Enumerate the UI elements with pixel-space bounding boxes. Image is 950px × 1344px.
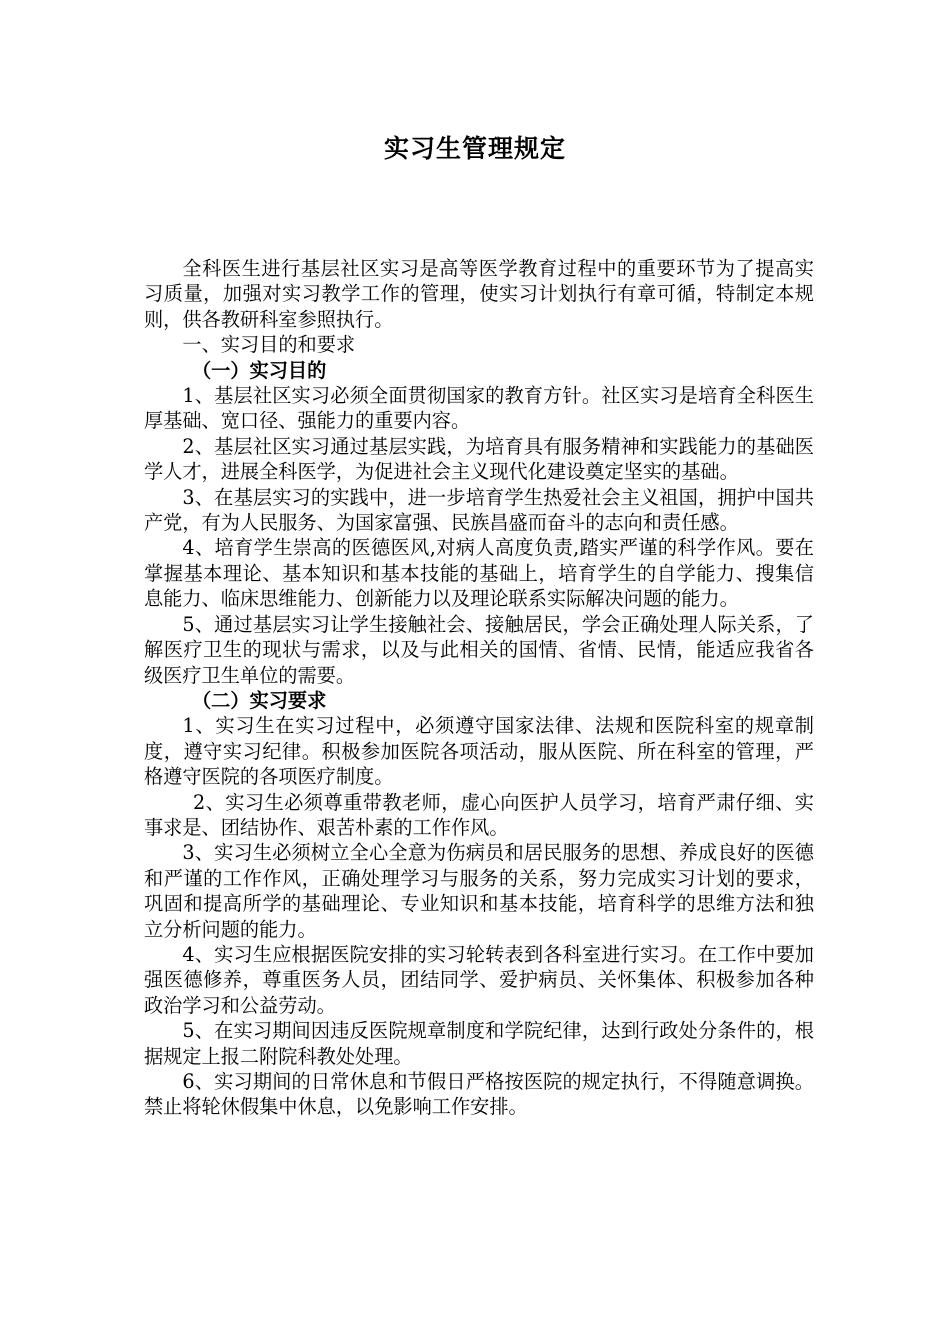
subsection-heading: （二）实习要求 [192, 688, 327, 712]
document-body [144, 256, 814, 1120]
list-item: 6、实习期间的日常休息和节假日严格按医院的规定执行，不得随意调换。禁止将轮休假集中休息，以免影响工作安排。 [144, 1070, 814, 1119]
list-item: 5、通过基层实习让学生接触社会、接触居民，学会正确处理人际关系，了解医疗卫生的现状与需求，以及与此相关的国情、省情、民情，能适应我省各级医疗卫生单位的需要。 [144, 612, 814, 687]
list-item: 2、基层社区实习通过基层实践，为培育具有服务精神和实践能力的基础医学人才，进展全科医学，为促进社会主义现代化建设奠定坚实的基础。 [144, 434, 814, 484]
list-item: 4、实习生应根据医院安排的实习轮转表到各科室进行实习。在工作中要加强医德修养，尊重医务人员，团结同学、爱护病员、关怀集体、积极参加各种政治学习和公益劳动。 [144, 942, 814, 1017]
list-item: 2、实习生必须尊重带教老师，虚心向医护人员学习，培育严肃仔细、实事求是、团结协作、艰苦朴素的工作作风。 [144, 790, 814, 839]
list-item: 1、基层社区实习必须全面贯彻国家的教育方针。社区实习是培育全科医生厚基础、宽口径、强能力的重要内容。 [144, 384, 814, 433]
section-heading: 一、实习目的和要求 [182, 333, 356, 357]
list-item: 3、实习生必须树立全心全意为伤病员和居民服务的思想、养成良好的医德和严谨的工作作风，正确处理学习与服务的关系，努力完成实习计划的要求，巩固和提高所学的基础理论、专业知识和基本技能，培育科学的思维方法和独立分析问题的能力。 [144, 841, 814, 941]
list-item: 1、实习生在实习过程中，必须遵守国家法律、法规和医院科室的规章制度，遵守实习纪律。积极参加医院各项活动，服从医院、所在科室的管理，严格遵守医院的各项医疗制度。 [144, 714, 814, 789]
list-item: 4、培育学生崇高的医德医风,对病人高度负责,踏实严谨的科学作风。要在掌握基本理论、基本知识和基本技能的基础上，培育学生的自学能力、搜集信息能力、临床思维能力、创新能力以及理论联系实际解决问题的能力。 [144, 536, 814, 611]
subsection-heading: （一）实习目的 [192, 358, 327, 382]
list-item: 3、在基层实习的实践中，进一步培育学生热爱社会主义祖国，拥护中国共产党，有为人民服务、为国家富强、民族昌盛而奋斗的志向和责任感。 [144, 485, 814, 535]
list-item: 5、在实习期间因违反医院规章制度和学院纪律，达到行政处分条件的，根据规定上报二附院科教处处理。 [144, 1019, 814, 1068]
intro-paragraph: 全科医生进行基层社区实习是高等医学教育过程中的重要环节为了提高实习质量，加强对实习教学工作的管理，使实习计划执行有章可循，特制定本规则，供各教研科室参照执行。 [144, 257, 814, 331]
page-title: 实习生管理规定 [383, 134, 566, 163]
